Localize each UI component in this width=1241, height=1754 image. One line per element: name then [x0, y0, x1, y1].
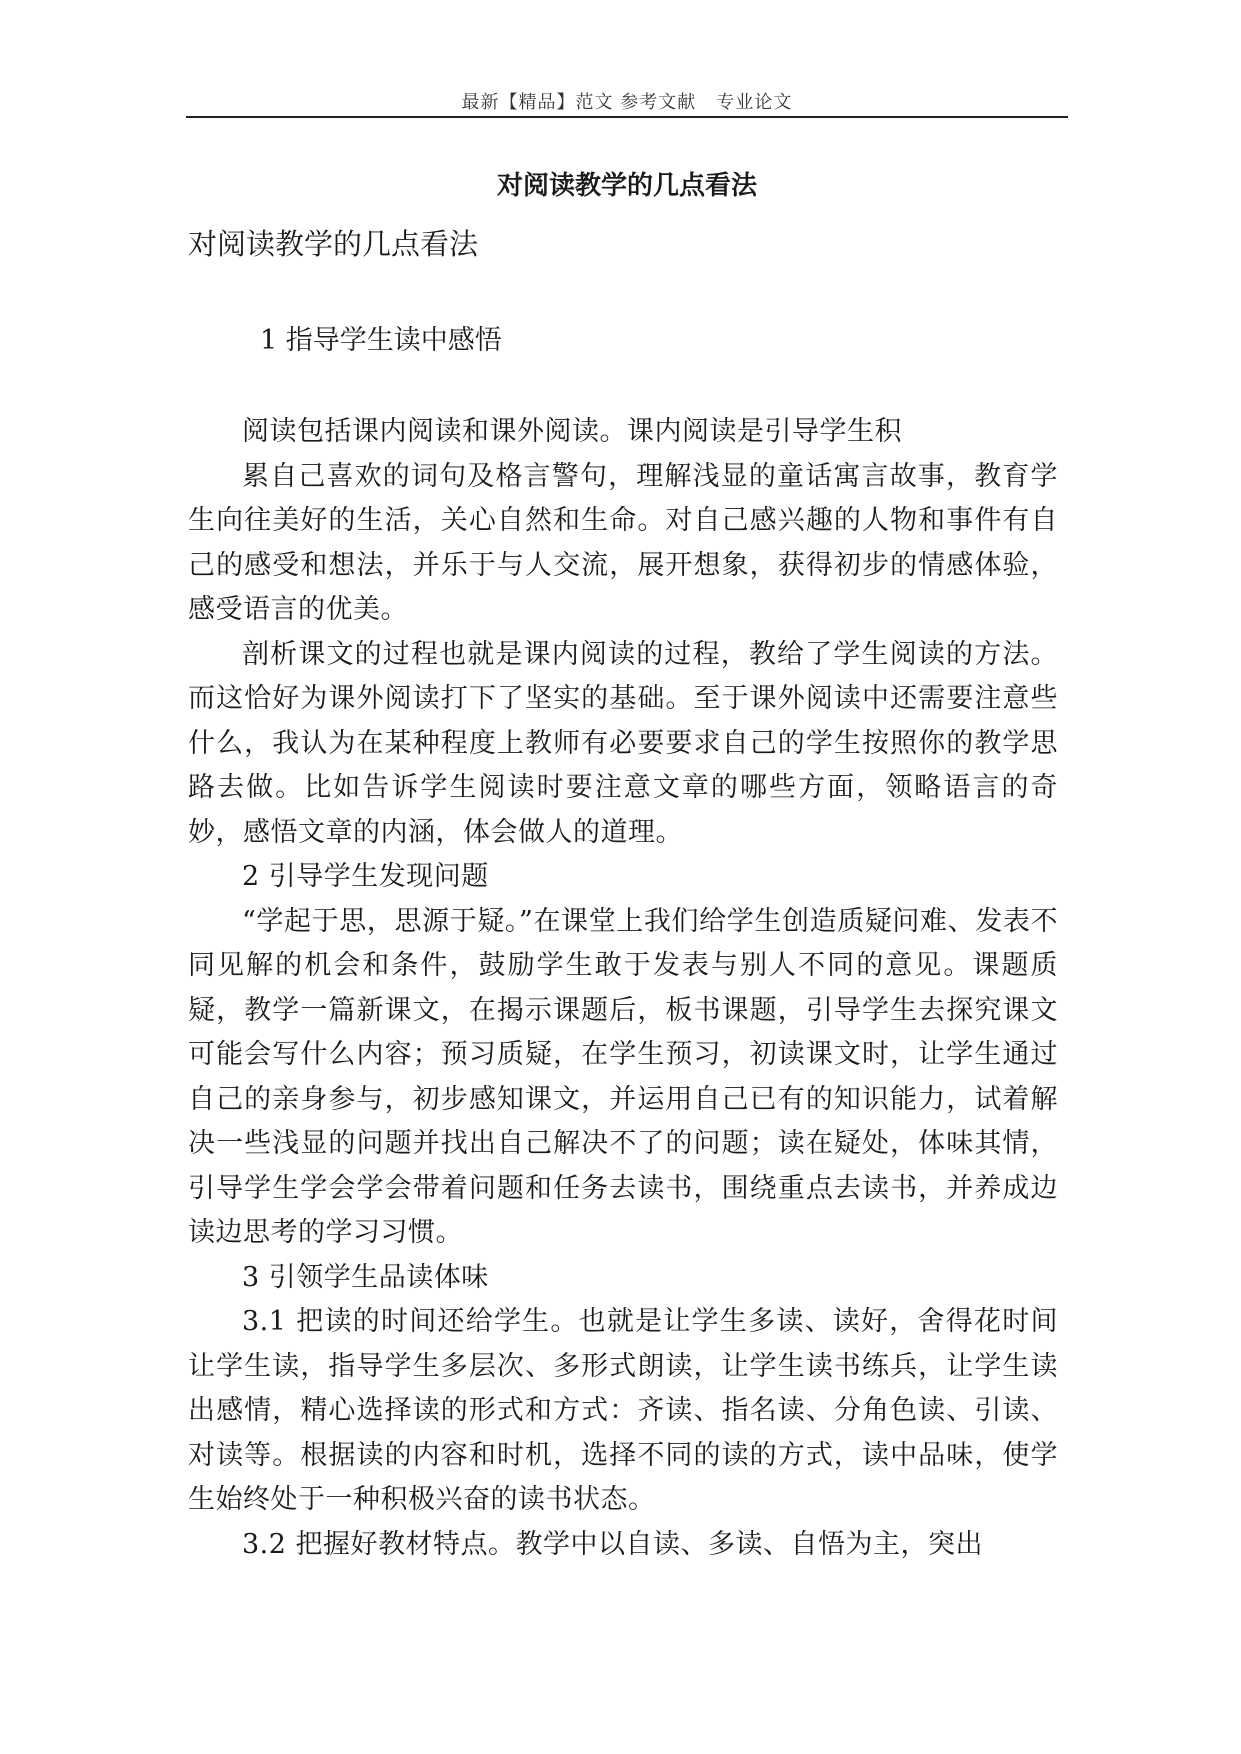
paragraph: 累自己喜欢的词句及格言警句，理解浅显的童话寓言故事，教育学生向往美好的生活，关心自然和生命。对自己感兴趣的人物和事件有自己的感受和想法，并乐于与人交流，展开想象，获得初步的情感体验，感受语言的优美。 — [188, 460, 1058, 625]
paragraph: 阅读包括课内阅读和课外阅读。课内阅读是引导学生积 — [242, 416, 902, 447]
document-title: 对阅读教学的几点看法 — [496, 171, 757, 201]
page-header: 最新【精品】范文 参考文献 专业论文 — [461, 92, 793, 113]
document-subtitle: 对阅读教学的几点看法 — [188, 227, 479, 261]
section-heading-2: 2 引导学生发现问题 — [242, 861, 489, 892]
header-divider — [186, 116, 1068, 118]
paragraph: 3.1 把读的时间还给学生。也就是让学生多读、读好，舍得花时间让学生读，指导学生多层次、多形式朗读，让学生读书练兵，让学生读出感情，精心选择读的形式和方式：齐读、指名读、分角色读、引读、对读等。根据读的内容和时机，选择不同的读的方式，读中品味，使学生始终处于一种积极兴奋的读书状态。 — [188, 1306, 1058, 1515]
section-heading-3: 3 引领学生品读体味 — [242, 1261, 489, 1293]
paragraph: “学起于思，思源于疑。”在课堂上我们给学生创造质疑问难、发表不同见解的机会和条件，鼓励学生敢于发表与别人不同的意见。课题质疑，教学一篇新课文，在揭示课题后，板书课题，引导学生去探究课文可能会写什么内容；预习质疑，在学生预习，初读课文时，让学生通过自己的亲身参与，初步感知课文，并运用自己已有的知识能力，试着解决一些浅显的问题并找出自己解决不了的问题；读在疑处，体味其情，引导学生学会学会带着问题和任务去读书，围绕重点去读书，并养成边读边思考的学习习惯。 — [188, 905, 1058, 1248]
section-heading-1: 1 指导学生读中感悟 — [260, 325, 502, 356]
paragraph: 剖析课文的过程也就是课内阅读的过程，教给了学生阅读的方法。而这恰好为课外阅读打下了坚实的基础。至于课外阅读中还需要注意些什么，我认为在某种程度上教师有必要要求自己的学生按照你的教学思路去做。比如告诉学生阅读时要注意文章的哪些方面，领略语言的奇妙，感悟文章的内涵，体会做人的道理。 — [188, 638, 1058, 848]
document-body — [188, 410, 1058, 1567]
paragraph: 3.2 把握好教材特点。教学中以自读、多读、自悟为主，突出 — [242, 1528, 984, 1560]
